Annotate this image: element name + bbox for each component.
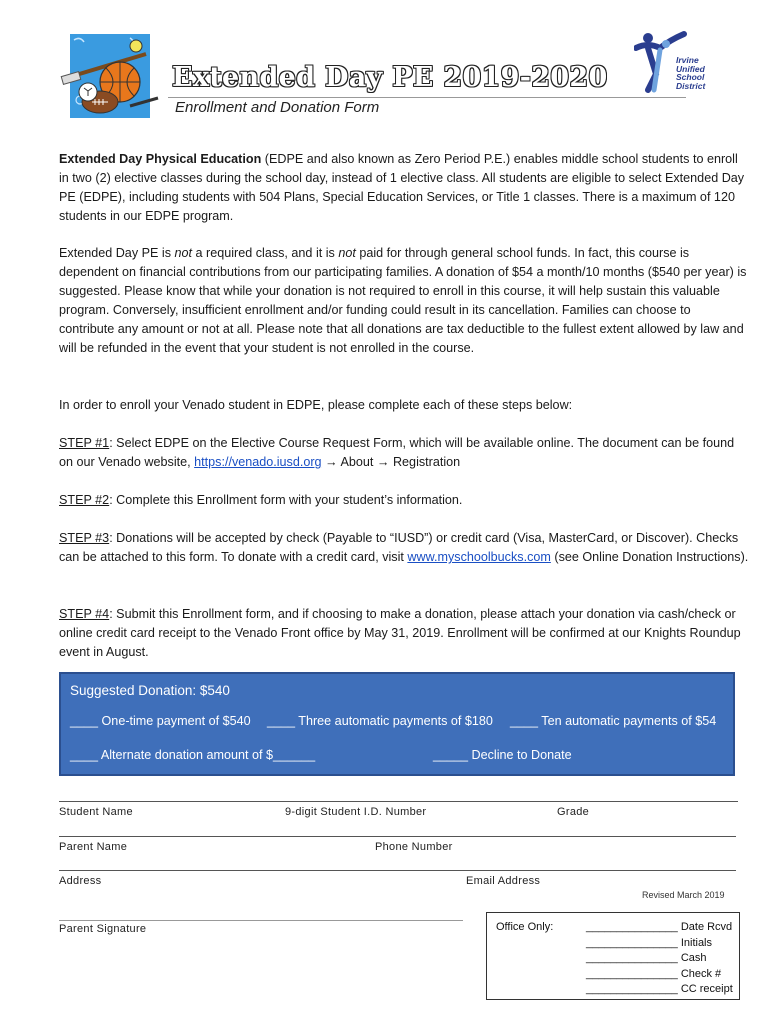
district-name-line: School	[676, 72, 705, 82]
office-row-cash: _______________ Cash	[586, 952, 707, 964]
intro-paragraph	[59, 150, 749, 226]
donation-options-box	[59, 672, 735, 776]
donation-heading: Suggested Donation: $540	[70, 683, 230, 698]
address-info-line[interactable]	[59, 870, 736, 871]
step-3-tail: (see Online Donation Instructions).	[550, 550, 749, 564]
step-3	[59, 529, 749, 567]
step-4-text: : Submit this Enrollment form, and if choosing to make a donation, please attach your donation via cash/check or online credit card receipt to the Venado Front office by May 31, 2019. Enrollment will be confirmed at our Knights Roundup event in August.	[59, 607, 741, 659]
step-4-label: STEP #4	[59, 607, 110, 621]
intro-lead: Extended Day Physical Education	[59, 152, 262, 166]
address-label: Address	[59, 875, 102, 887]
step-2	[59, 491, 749, 510]
step-4	[59, 605, 749, 662]
office-row-check-number: _______________ Check #	[586, 967, 722, 980]
step-3-label: STEP #3	[59, 531, 110, 545]
donation-option-three-payments[interactable]: ____ Three automatic payments of $180	[267, 714, 493, 728]
donation-option-alternate[interactable]: ____ Alternate donation amount of $______	[70, 748, 316, 762]
phone-number-label: Phone Number	[375, 841, 453, 853]
steps-intro: In order to enroll your Venado student in EDPE, please complete each of these steps below:	[59, 398, 573, 412]
office-only-label: Office Only:	[496, 921, 554, 933]
myschoolbucks-link[interactable]: www.myschoolbucks.com	[407, 550, 551, 564]
donation-option-one-time[interactable]: ____ One-time payment of $540	[70, 714, 251, 728]
sports-equipment-illustration	[60, 30, 164, 122]
step-1-tail: → About → Registration	[321, 455, 461, 469]
parent-name-label: Parent Name	[59, 841, 128, 853]
office-row-initials: _______________ Initials	[586, 936, 713, 949]
district-name-line: District	[676, 80, 706, 91]
page-title: Extended Day PE 2019-2020	[172, 62, 608, 93]
parent-info-line[interactable]	[59, 836, 736, 837]
emphasis-not: not	[174, 246, 193, 260]
step-1-text: : Select EDPE on the Elective Course Request Form, which will be available online. The document can be found on our Venado website,	[59, 436, 735, 469]
step-1-label: STEP #1	[59, 436, 110, 450]
donation-option-decline[interactable]: _____ Decline to Donate	[433, 748, 572, 762]
funding-text: Extended Day PE is	[59, 246, 175, 260]
grade-label: Grade	[557, 806, 590, 818]
student-name-label: Student Name	[59, 806, 133, 818]
funding-paragraph	[59, 244, 749, 358]
donation-option-ten-payments[interactable]: ____ Ten automatic payments of $54	[510, 714, 717, 728]
student-id-label: 9-digit Student I.D. Number	[285, 806, 427, 818]
funding-text: paid for through general school funds. In fact, this course is dependent on financial contributions from our participating families. A donation of $54 a month/10 months ($540 per year) is suggested. Please know that while your donation is not required to enroll in this course, it will help sustain this valuable program. Conversely, insufficient enrollment and/or funding could result in its cancellation. Families can choose to contribute any amount or not at all. Please note that all donations are tax deductible to the fullest extent allowed by law and will be refunded in the event that your student is not enrolled in the course.	[59, 246, 747, 355]
step-2-label: STEP #2	[59, 493, 110, 507]
email-address-label: Email Address	[466, 875, 541, 887]
parent-signature-label: Parent Signature	[59, 923, 147, 935]
office-only-box	[486, 912, 740, 1000]
page-subtitle: Enrollment and Donation Form	[175, 99, 380, 116]
district-name-line: Irvine	[676, 55, 699, 65]
district-name	[676, 56, 705, 90]
office-row-date-received: _______________ Date Rcvd	[586, 921, 733, 933]
step-1	[59, 434, 749, 472]
title-divider	[168, 97, 686, 98]
venado-website-link[interactable]: https://venado.iusd.org	[194, 455, 322, 469]
step-2-text: : Complete this Enrollment form with your student’s information.	[109, 493, 463, 507]
funding-text: a required class, and it is	[192, 246, 339, 260]
district-name-line: Unified	[676, 63, 705, 74]
step-3-text: : Donations will be accepted by check (Payable to “IUSD”) or credit card (Visa, MasterCard, or Discover). Checks can be attached to this form. To donate with a credit card, visit	[59, 531, 739, 564]
intro-text: (EDPE and also known as Zero Period P.E.) enables middle school students to enroll in two (2) elective classes during the school day, instead of 1 elective class. All students are eligible to select Extended Day PE (EDPE), including students with 504 Plans, Special Education Services, or Title 1 classes. There is a maximum of 120 students in our EDPE program.	[59, 152, 745, 223]
student-info-line[interactable]	[59, 801, 738, 802]
signature-line[interactable]: ____________________________________________________________________________________	[59, 911, 463, 921]
revision-date: Revised March 2019	[642, 890, 725, 900]
emphasis-not: not	[338, 246, 356, 260]
office-row-cc-receipt: _______________ CC receipt	[586, 983, 733, 995]
